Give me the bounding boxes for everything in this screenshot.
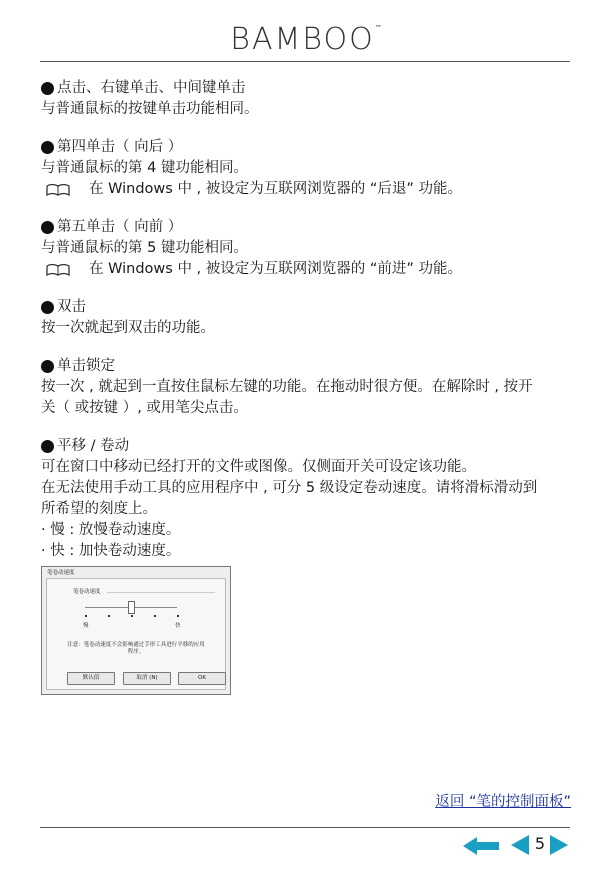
section-fourth-click: [41, 137, 573, 200]
bullet-icon: [41, 440, 54, 453]
note: [41, 179, 573, 200]
section-heading: [41, 78, 573, 99]
section-click-lock: [41, 356, 573, 419]
section-title: 第五单击（ 向前 ）: [57, 219, 183, 235]
dialog-note-line: 程序。: [127, 649, 145, 655]
scroll-speed-dialog-screenshot: [41, 566, 231, 695]
book-icon: [45, 183, 71, 197]
dialog-panel: [46, 578, 226, 690]
section-text: 在无法使用手动工具的应用程序中 , 可分 5 级设定卷动速度。请将滑标滑动到: [41, 480, 538, 496]
section-text: 与普通鼠标的第 5 键功能相同。: [41, 240, 248, 256]
section-double-click: [41, 297, 573, 339]
section-pan-scroll: [41, 436, 573, 695]
header-divider: [40, 61, 570, 62]
slider-tick: [108, 615, 110, 617]
section-heading: [41, 217, 573, 238]
section-title: 点击、右键单击、中间键单击: [57, 80, 246, 96]
slider-tick: [154, 615, 156, 617]
bullet-icon: [41, 141, 54, 154]
logo-trademark: ™: [374, 24, 382, 32]
bullet-icon: [41, 221, 54, 234]
section-heading: [41, 297, 573, 318]
section-text: · 快 : 加快卷动速度。: [41, 543, 181, 559]
section-heading: [41, 356, 573, 377]
logo-text: BAMBOO: [230, 22, 375, 57]
note-text: 在 Windows 中 , 被设定为互联网浏览器的 “前进” 功能。: [89, 261, 463, 277]
slider-tick: [131, 615, 133, 617]
section-text: 与普通鼠标的第 4 键功能相同。: [41, 160, 248, 176]
dialog-title: 笔卷动速度: [47, 570, 75, 576]
section-heading: [41, 436, 573, 457]
section-text: 关（ 或按键 ）, 或用笔尖点击。: [41, 400, 248, 416]
note: [41, 259, 573, 280]
ok-button[interactable]: OK: [178, 672, 226, 685]
document-body: [41, 78, 573, 712]
section-title: 双击: [57, 299, 86, 315]
dialog-note: [51, 642, 221, 656]
back-to-contents-arrow-icon[interactable]: [463, 837, 499, 855]
section-text: 所希望的刻度上。: [41, 501, 157, 517]
slider-fast-label: 快: [175, 623, 181, 629]
section-title: 单击锁定: [57, 358, 115, 374]
note-text: 在 Windows 中 , 被设定为互联网浏览器的 “后退” 功能。: [89, 181, 463, 197]
dialog-note-line: 注意：笔卷动速度不会影响通过手形工具进行平移的应用: [67, 642, 205, 648]
back-to-pen-control-panel-link[interactable]: 返回 “笔的控制面板”: [435, 794, 571, 810]
page-navigation: [463, 834, 573, 856]
section-text: 按一次 , 就起到一直按住鼠标左键的功能。在拖动时很方便。在解除时 , 按开: [41, 379, 533, 395]
section-click: [41, 78, 573, 120]
scroll-speed-slider-thumb[interactable]: [128, 601, 135, 614]
slider-tick: [85, 615, 87, 617]
bullet-icon: [41, 82, 54, 95]
section-heading: [41, 137, 573, 158]
default-button[interactable]: 默认值: [67, 672, 115, 685]
slider-slow-label: 慢: [83, 623, 89, 629]
book-icon: [45, 263, 71, 277]
section-text: 与普通鼠标的按键单击功能相同。: [41, 101, 259, 117]
bullet-icon: [41, 360, 54, 373]
slider-tick: [177, 615, 179, 617]
section-text: 可在窗口中移动已经打开的文件或图像。仅侧面开关可设定该功能。: [41, 459, 476, 475]
section-fifth-click: [41, 217, 573, 280]
bullet-icon: [41, 301, 54, 314]
footer-divider: [40, 827, 570, 828]
section-title: 平移 / 卷动: [57, 438, 130, 454]
previous-page-arrow-icon[interactable]: [510, 835, 530, 855]
cancel-button[interactable]: 取消 (N): [123, 672, 171, 685]
section-text: · 慢 : 放慢卷动速度。: [41, 522, 181, 538]
page-number: 5: [534, 834, 546, 853]
group-divider: [107, 592, 215, 593]
bamboo-logo: [0, 22, 612, 57]
section-text: 按一次就起到双击的功能。: [41, 320, 215, 336]
section-title: 第四单击（ 向后 ）: [57, 139, 183, 155]
next-page-arrow-icon[interactable]: [549, 835, 569, 855]
dialog-group-label: 笔卷动速度: [73, 589, 101, 595]
